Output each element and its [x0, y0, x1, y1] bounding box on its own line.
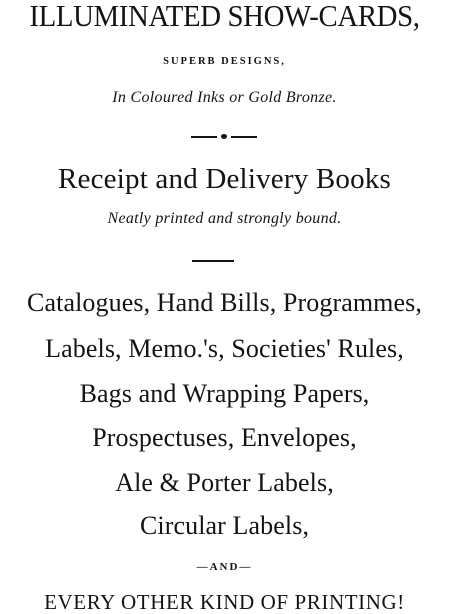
product-line: Catalogues, Hand Bills, Programmes, [27, 288, 422, 317]
rule-divider [192, 260, 234, 262]
product-line: Labels, Memo.'s, Societies' Rules, [45, 334, 404, 363]
and-divider: —AND— [196, 561, 253, 573]
every-other-printing: EVERY OTHER KIND OF PRINTING! [44, 590, 405, 614]
designs-note: SUPERB DESIGNS, [163, 56, 286, 67]
receipt-books-note: Neatly printed and strongly bound. [107, 210, 342, 227]
headline-show-cards: ILLUMINATED SHOW-CARDS, [29, 0, 420, 33]
product-line: Circular Labels, [139, 511, 310, 540]
product-line: Bags and Wrapping Papers, [79, 379, 370, 408]
product-line: Prospectuses, Envelopes, [92, 423, 357, 452]
receipt-books-heading: Receipt and Delivery Books [58, 163, 391, 195]
inks-note: In Coloured Inks or Gold Bronze. [112, 89, 337, 106]
ornament-divider [191, 133, 257, 141]
product-line: Ale & Porter Labels, [115, 468, 334, 497]
